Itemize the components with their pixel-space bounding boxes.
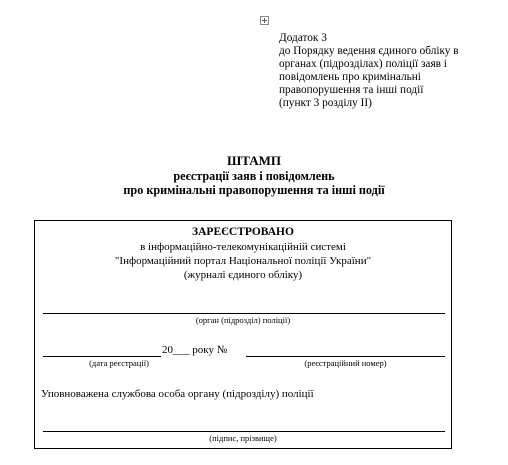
- stamp-journal-line: (журналі єдиного обліку): [183, 269, 303, 281]
- registration-stamp: [34, 220, 452, 449]
- date-day-field-line[interactable]: [43, 356, 77, 357]
- appendix-line: правопорушення та інші події: [279, 84, 424, 97]
- title-main: ШТАМП: [226, 153, 282, 168]
- move-anchor-icon[interactable]: [260, 16, 269, 25]
- date-caption: (дата реєстрації): [89, 358, 149, 368]
- appendix-line: повідомлень про кримінальні: [279, 71, 421, 84]
- appendix-note: [279, 32, 507, 111]
- appendix-line: до Порядку ведення єдиного обліку в: [279, 45, 459, 58]
- appendix-line: Додаток 3: [279, 32, 327, 44]
- date-field-line[interactable]: [77, 356, 161, 357]
- appendix-line: (пункт 3 розділу ІІ): [279, 97, 372, 110]
- stamp-system-line: в інформаційно-телекомунікаційній системі: [140, 241, 346, 253]
- number-caption: (реєстраційний номер): [304, 358, 387, 368]
- organ-caption: (орган (підрозділ) поліції): [195, 315, 291, 325]
- signature-caption: (підпис, прізвище): [209, 433, 277, 443]
- registration-number-field-line[interactable]: [246, 356, 445, 357]
- organ-field-line[interactable]: [43, 313, 445, 314]
- stamp-header: ЗАРЕЄСТРОВАНО: [192, 226, 294, 238]
- signature-field-line[interactable]: [43, 431, 445, 432]
- appendix-line: органах (підрозділах) поліції заяв і: [279, 58, 447, 71]
- year-number-text: 20___ року №: [162, 344, 228, 356]
- stamp-portal-line: "Інформаційний портал Національної поліції України": [114, 255, 372, 267]
- document-title: [0, 154, 508, 198]
- title-line-3: про кримінальні правопорушення та інші події: [123, 183, 385, 197]
- title-line-2: реєстрації заяв і повідомлень: [173, 168, 335, 183]
- authorized-official-label: Уповноважена службова особа органу (підрозділу) поліції: [41, 388, 314, 400]
